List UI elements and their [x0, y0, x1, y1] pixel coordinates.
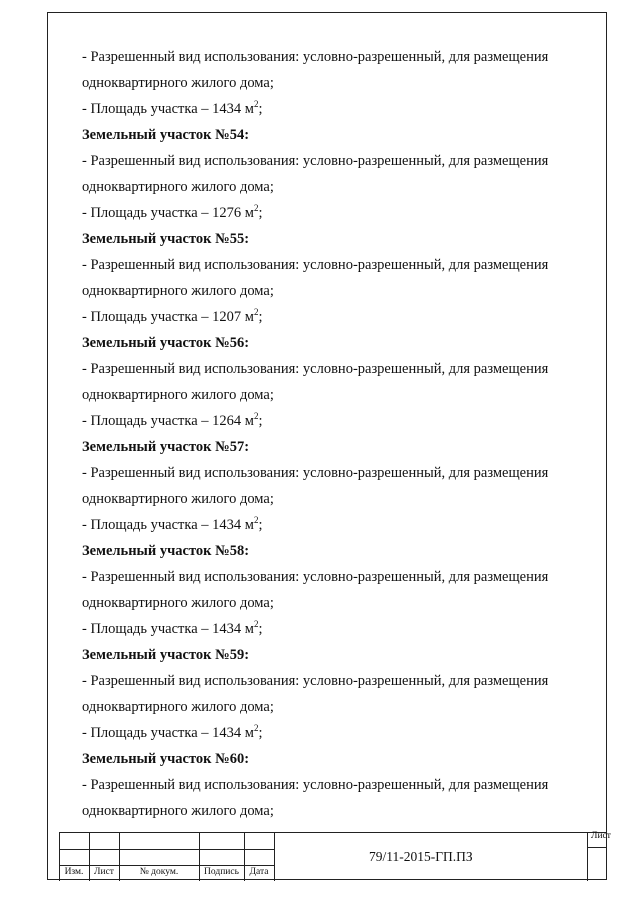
area-unit-exponent: 2	[253, 619, 259, 630]
body-text-line: - Разрешенный вид использования: условно-разрешенный, для размещения	[82, 777, 549, 793]
stamp-col-sheet: Лист	[94, 867, 114, 877]
area-unit-exponent: 2	[253, 515, 259, 526]
document-code: 79/11-2015-ГП.ПЗ	[369, 849, 473, 864]
stamp-col-divider	[587, 833, 588, 881]
area-suffix: ;	[258, 725, 263, 741]
body-text-line: - Разрешенный вид использования: условно-разрешенный, для размещения	[82, 673, 549, 689]
plot-area-line	[82, 304, 602, 330]
plot-area-line	[82, 200, 602, 226]
stamp-col-change: Изм.	[64, 867, 84, 877]
area-text: - Площадь участка – 1434 м	[82, 621, 254, 637]
area-unit-exponent: 2	[253, 99, 259, 110]
area-unit-exponent: 2	[253, 723, 259, 734]
body-text-line: одноквартирного жилого дома;	[82, 803, 274, 819]
stamp-col-doc-number: № докум.	[139, 867, 179, 877]
plot-area-line	[82, 96, 602, 122]
plot-area-line	[82, 616, 602, 642]
plot-heading: Земельный участок №55:	[82, 231, 250, 247]
plot-heading: Земельный участок №58:	[82, 543, 250, 559]
area-unit-exponent: 2	[253, 307, 259, 318]
body-text-line: одноквартирного жилого дома;	[82, 387, 274, 403]
body-text-line: - Разрешенный вид использования: условно-разрешенный, для размещения	[82, 257, 549, 273]
area-suffix: ;	[258, 517, 263, 533]
plot-heading: Земельный участок №57:	[82, 439, 250, 455]
area-text: - Площадь участка – 1207 м	[82, 309, 254, 325]
plot-heading: Земельный участок №60:	[82, 751, 250, 767]
stamp-row-divider	[59, 849, 274, 850]
area-text: - Площадь участка – 1434 м	[82, 101, 254, 117]
plot-area-line	[82, 720, 602, 746]
body-text-line: - Разрешенный вид использования: условно-разрешенный, для размещения	[82, 569, 549, 585]
area-text: - Площадь участка – 1434 м	[82, 725, 254, 741]
stamp-col-signature: Подпись	[204, 867, 239, 877]
body-text-line: одноквартирного жилого дома;	[82, 491, 274, 507]
stamp-col-date: Дата	[249, 867, 269, 877]
title-block-stamp	[59, 831, 611, 880]
area-unit-exponent: 2	[253, 203, 259, 214]
area-text: - Площадь участка – 1264 м	[82, 413, 254, 429]
area-text: - Площадь участка – 1276 м	[82, 205, 254, 221]
area-suffix: ;	[258, 621, 263, 637]
body-text-line: - Разрешенный вид использования: условно-разрешенный, для размещения	[82, 361, 549, 377]
area-suffix: ;	[258, 309, 263, 325]
body-text-line: одноквартирного жилого дома;	[82, 179, 274, 195]
body-text-line: одноквартирного жилого дома;	[82, 699, 274, 715]
plot-heading: Земельный участок №54:	[82, 127, 250, 143]
body-text-line: одноквартирного жилого дома;	[82, 283, 274, 299]
sheet-cell-divider	[587, 847, 607, 848]
body-text-line: одноквартирного жилого дома;	[82, 75, 274, 91]
plot-heading: Земельный участок №56:	[82, 335, 250, 351]
plot-heading: Земельный участок №59:	[82, 647, 250, 663]
body-text-line: - Разрешенный вид использования: условно-разрешенный, для размещения	[82, 49, 549, 65]
area-suffix: ;	[258, 101, 263, 117]
body-text-line: - Разрешенный вид использования: условно-разрешенный, для размещения	[82, 153, 549, 169]
stamp-col-divider	[274, 833, 275, 881]
area-suffix: ;	[258, 205, 263, 221]
area-suffix: ;	[258, 413, 263, 429]
document-body	[82, 44, 602, 824]
stamp-row-divider	[59, 865, 274, 866]
plot-area-line	[82, 512, 602, 538]
plot-area-line	[82, 408, 602, 434]
body-text-line: - Разрешенный вид использования: условно-разрешенный, для размещения	[82, 465, 549, 481]
area-text: - Площадь участка – 1434 м	[82, 517, 254, 533]
body-text-line: одноквартирного жилого дома;	[82, 595, 274, 611]
area-unit-exponent: 2	[253, 411, 259, 422]
sheet-label: Лист	[591, 831, 611, 841]
